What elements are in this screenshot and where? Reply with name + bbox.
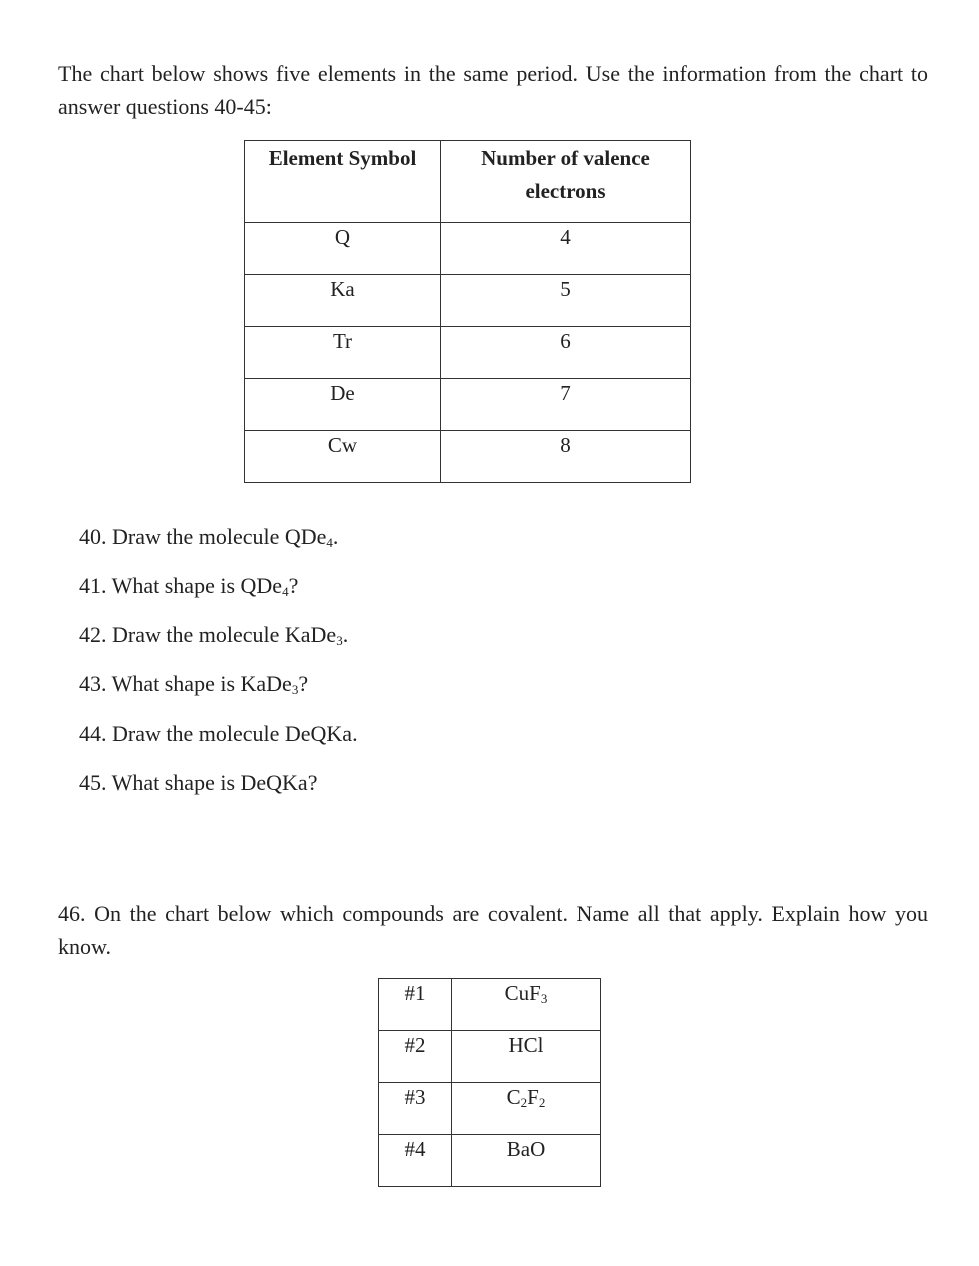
q-text: 41. What shape is QDe — [79, 573, 283, 598]
q-text: 44. Draw the molecule DeQKa. — [79, 721, 358, 746]
valence-count: 8 — [441, 431, 691, 483]
q-text: . — [332, 524, 339, 549]
table-row — [245, 379, 691, 431]
formula-sub: 3 — [540, 991, 548, 1006]
q-sub: 4 — [282, 584, 289, 599]
formula-sub: 2 — [520, 1095, 528, 1110]
table-row — [379, 1031, 601, 1083]
formula-part: HCl — [508, 1033, 544, 1057]
header-valence-electrons: Number of valence electrons — [441, 141, 691, 223]
q-sub: 3 — [336, 633, 343, 648]
compound-number: #1 — [379, 979, 452, 1031]
table-row — [245, 275, 691, 327]
compound-formula — [452, 1135, 601, 1187]
element-symbol: De — [245, 379, 441, 431]
q-text: 45. What shape is DeQKa? — [79, 770, 318, 795]
compound-number: #4 — [379, 1135, 452, 1187]
elements-table — [244, 140, 691, 483]
q-sub: 4 — [326, 535, 333, 550]
element-symbol: Q — [245, 223, 441, 275]
valence-count: 5 — [441, 275, 691, 327]
question-45 — [79, 768, 317, 798]
compound-formula — [452, 1083, 601, 1135]
table-row — [379, 1135, 601, 1187]
compound-number: #2 — [379, 1031, 452, 1083]
table-row — [379, 979, 601, 1031]
question-40 — [79, 522, 338, 552]
question-46: 46. On the chart below which compounds are covalent. Name all that apply. Explain how you know. — [58, 901, 928, 959]
q-text: 40. Draw the molecule QDe — [79, 524, 327, 549]
element-symbol: Cw — [245, 431, 441, 483]
q-text: . — [342, 622, 349, 647]
q-text: ? — [298, 671, 309, 696]
formula-part: C — [506, 1085, 521, 1109]
valence-count: 7 — [441, 379, 691, 431]
q-sub: 3 — [291, 682, 299, 697]
question-41 — [79, 571, 298, 601]
intro-paragraph: The chart below shows five elements in the same period. Use the information from the chart to answer questions 40-45: — [58, 61, 928, 119]
formula-part: CuF — [504, 981, 541, 1005]
valence-count: 6 — [441, 327, 691, 379]
q-text: ? — [288, 573, 299, 598]
valence-count: 4 — [441, 223, 691, 275]
compound-formula — [452, 1031, 601, 1083]
question-44 — [79, 719, 358, 749]
compound-formula — [452, 979, 601, 1031]
formula-sub: 2 — [538, 1095, 546, 1110]
q-text: 43. What shape is KaDe — [79, 671, 292, 696]
formula-part: F — [527, 1085, 539, 1109]
q-text: 42. Draw the molecule KaDe — [79, 622, 337, 647]
element-symbol: Tr — [245, 327, 441, 379]
element-symbol: Ka — [245, 275, 441, 327]
question-42 — [79, 620, 348, 650]
question-43 — [79, 669, 308, 699]
header-element-symbol: Element Symbol — [245, 141, 441, 223]
table-row — [245, 431, 691, 483]
table-row — [245, 223, 691, 275]
table-row — [245, 327, 691, 379]
formula-part: BaO — [506, 1137, 546, 1161]
compounds-table — [378, 978, 601, 1187]
table-row — [379, 1083, 601, 1135]
compound-number: #3 — [379, 1083, 452, 1135]
